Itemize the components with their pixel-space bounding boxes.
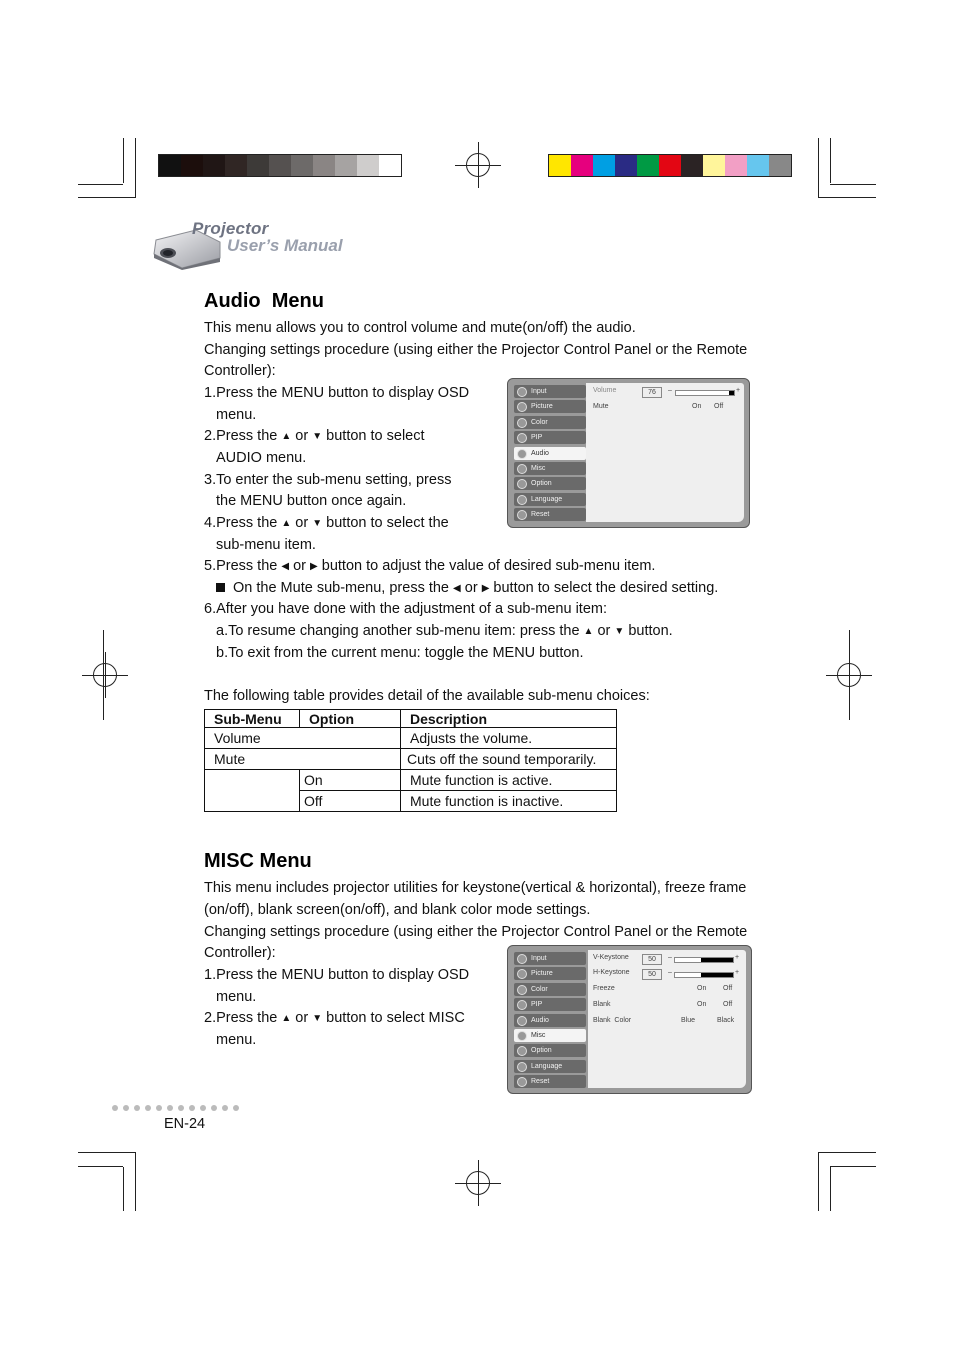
osd-volume-slider — [675, 390, 735, 396]
color-swatch — [703, 155, 725, 176]
misc-step-1-cont: menu. — [216, 989, 257, 1005]
menu-bullet-icon — [517, 954, 527, 964]
down-arrow-icon: ▼ — [312, 518, 323, 529]
table-row — [205, 728, 617, 749]
table-cell-empty — [205, 770, 300, 812]
audio-intro: This menu allows you to control volume and mute(on/off) the audio. — [204, 320, 636, 336]
table-row — [205, 749, 617, 770]
crop-mark — [818, 197, 876, 198]
osd-blankcolor-label: Blank Color — [593, 1017, 632, 1024]
osd-menu-item-input[interactable]: Input — [514, 952, 586, 965]
osd-volume-label: Volume — [593, 387, 617, 394]
crop-mark — [78, 197, 136, 198]
osd-menu-item-picture[interactable]: Picture — [514, 400, 586, 413]
osd-menu-item-language[interactable]: Language — [514, 1060, 586, 1073]
color-swatch — [247, 155, 269, 176]
crop-mark — [830, 1167, 831, 1211]
up-arrow-icon: ▲ — [281, 1013, 292, 1024]
audio-step-6b: b.To exit from the current menu: toggle the MENU button. — [216, 645, 584, 661]
color-swatch — [659, 155, 681, 176]
color-swatch — [291, 155, 313, 176]
crop-mark — [849, 630, 850, 720]
osd-freeze-label: Freeze — [593, 985, 615, 992]
logo-subtitle: User’s Manual — [227, 236, 343, 255]
crop-mark — [818, 1152, 819, 1211]
color-swatch — [181, 155, 203, 176]
osd-plus: + — [736, 387, 741, 394]
misc-step-2-cont: menu. — [216, 1032, 257, 1048]
audio-step-2-cont: AUDIO menu. — [216, 450, 307, 466]
color-swatch — [379, 155, 401, 176]
osd-vkeystone-fill — [701, 958, 733, 962]
grayscale-bar — [158, 154, 402, 177]
osd-menu-item-input[interactable]: Input — [514, 385, 586, 398]
menu-bullet-icon — [517, 479, 527, 489]
menu-bullet-icon — [517, 464, 527, 474]
menu-bullet-icon — [517, 1000, 527, 1010]
osd-menu-item-color[interactable]: Color — [514, 416, 586, 429]
osd-hkeystone-fill — [701, 973, 733, 977]
color-bar — [548, 154, 792, 177]
osd-freeze-off: Off — [723, 985, 733, 992]
table-header: Description — [401, 710, 617, 728]
right-arrow-icon: ▶ — [310, 561, 318, 572]
table-header-row — [205, 710, 617, 728]
osd-menu-item-reset[interactable]: Reset — [514, 1075, 586, 1088]
audio-step-1-cont: menu. — [216, 407, 257, 423]
table-cell: Mute — [205, 749, 401, 770]
audio-procedure-cont: Controller): — [204, 363, 276, 379]
right-arrow-icon: ▶ — [481, 583, 490, 594]
osd-freeze-on: On — [697, 985, 707, 992]
page-number: EN-24 — [164, 1116, 206, 1132]
audio-step-6: 6.After you have done with the adjustment of a sub-menu item: — [204, 601, 608, 617]
table-row — [205, 770, 617, 791]
osd-mute-off: Off — [714, 403, 724, 410]
crop-mark — [123, 1167, 124, 1211]
menu-bullet-icon — [517, 1077, 527, 1087]
osd-blank-label: Blank — [593, 1001, 611, 1008]
misc-osd-screenshot — [507, 945, 752, 1094]
osd-settings-panel — [586, 383, 744, 522]
osd-blank-off: Off — [723, 1001, 733, 1008]
menu-bullet-icon — [517, 969, 527, 979]
osd-menu-item-pip[interactable]: PIP — [514, 998, 586, 1011]
table-cell: Volume — [205, 728, 401, 749]
crop-mark — [135, 1152, 136, 1211]
crop-mark — [818, 138, 819, 198]
color-swatch — [313, 155, 335, 176]
table-cell: Mute function is inactive. — [401, 791, 617, 812]
menu-bullet-icon — [517, 433, 527, 443]
osd-vkeystone-label: V-Keystone — [593, 954, 629, 961]
footer-dots — [112, 1105, 239, 1111]
misc-step-1: 1.Press the MENU button to display OSD — [204, 967, 470, 983]
color-swatch — [225, 155, 247, 176]
color-swatch — [769, 155, 791, 176]
osd-vkeystone-slider — [674, 957, 734, 963]
audio-step-4-cont: sub-menu item. — [216, 537, 316, 553]
crop-mark — [818, 1152, 876, 1153]
misc-intro-cont: (on/off), blank screen(on/off), and blank color mode settings. — [204, 902, 591, 918]
registration-mark — [82, 652, 128, 698]
osd-hkeystone-slider — [674, 972, 734, 978]
osd-minus: – — [668, 969, 672, 976]
osd-menu-list — [514, 952, 586, 1091]
color-swatch — [637, 155, 659, 176]
table-cell: Cuts off the sound temporarily. — [401, 749, 617, 770]
menu-bullet-icon — [517, 402, 527, 412]
menu-bullet-icon — [517, 1031, 527, 1041]
down-arrow-icon: ▼ — [312, 1013, 323, 1024]
left-arrow-icon: ◀ — [281, 561, 290, 572]
crop-mark — [135, 138, 136, 198]
table-cell: Off — [300, 791, 401, 812]
osd-menu-list — [514, 385, 586, 524]
misc-step-2: 2.Press the ▲ or ▼ button to select MISC — [204, 1010, 465, 1026]
crop-mark — [78, 1152, 136, 1153]
osd-menu-item-misc[interactable]: Misc — [514, 462, 586, 475]
color-swatch — [203, 155, 225, 176]
color-swatch — [159, 155, 181, 176]
color-swatch — [357, 155, 379, 176]
audio-step-3: 3.To enter the sub-menu setting, press — [204, 472, 452, 488]
osd-menu-item-option[interactable]: Option — [514, 1044, 586, 1057]
osd-mute-label: Mute — [593, 403, 609, 410]
audio-menu-heading: Audio Menu — [204, 290, 324, 312]
osd-hkeystone-label: H-Keystone — [593, 969, 630, 976]
audio-osd-screenshot — [507, 378, 750, 528]
menu-bullet-icon — [517, 1016, 527, 1026]
osd-minus: – — [668, 387, 672, 394]
color-swatch — [615, 155, 637, 176]
osd-blank-on: On — [697, 1001, 707, 1008]
osd-mute-on: On — [692, 403, 702, 410]
menu-bullet-icon — [517, 449, 527, 459]
color-swatch — [681, 155, 703, 176]
audio-step-1: 1.Press the MENU button to display OSD — [204, 385, 470, 401]
misc-menu-heading: MISC Menu — [204, 850, 312, 872]
table-cell: Mute function is active. — [401, 770, 617, 791]
color-swatch — [747, 155, 769, 176]
crop-mark — [830, 184, 876, 185]
left-arrow-icon: ◀ — [453, 583, 461, 594]
color-swatch — [725, 155, 747, 176]
menu-bullet-icon — [517, 1046, 527, 1056]
color-swatch — [549, 155, 571, 176]
up-arrow-icon: ▲ — [281, 518, 292, 529]
osd-plus: + — [735, 954, 740, 961]
table-header: Sub-Menu — [205, 710, 300, 728]
down-arrow-icon: ▼ — [614, 626, 625, 637]
osd-settings-panel — [588, 950, 746, 1088]
osd-menu-item-picture[interactable]: Picture — [514, 967, 586, 980]
crop-mark — [830, 1166, 876, 1167]
audio-procedure: Changing settings procedure (using either the Projector Control Panel or the Remote — [204, 342, 748, 358]
misc-procedure: Changing settings procedure (using either the Projector Control Panel or the Remote — [204, 924, 748, 940]
osd-plus: + — [735, 969, 740, 976]
menu-bullet-icon — [517, 418, 527, 428]
osd-menu-item-audio[interactable]: Audio — [514, 447, 586, 460]
audio-step-2: 2.Press the ▲ or ▼ button to select — [204, 428, 425, 444]
audio-step-6a: a.To resume changing another sub-menu item: press the ▲ or ▼ button. — [216, 623, 673, 639]
audio-step-3-cont: the MENU button once again. — [216, 493, 407, 509]
registration-mark — [455, 1160, 501, 1206]
color-swatch — [335, 155, 357, 176]
crop-mark — [123, 138, 124, 183]
osd-menu-item-language[interactable]: Language — [514, 493, 586, 506]
crop-mark — [78, 1166, 123, 1167]
menu-bullet-icon — [517, 387, 527, 397]
crop-mark — [103, 630, 104, 720]
up-arrow-icon: ▲ — [583, 626, 594, 637]
osd-menu-item-color[interactable]: Color — [514, 983, 586, 996]
table-cell: On — [300, 770, 401, 791]
up-arrow-icon: ▲ — [281, 431, 292, 442]
osd-menu-item-reset[interactable]: Reset — [514, 508, 586, 521]
menu-bullet-icon — [517, 510, 527, 520]
menu-bullet-icon — [517, 495, 527, 505]
table-intro: The following table provides detail of the available sub-menu choices: — [204, 688, 650, 704]
osd-volume-value: 76 — [642, 387, 662, 398]
table-header: Option — [300, 710, 401, 728]
color-swatch — [593, 155, 615, 176]
osd-volume-fill — [729, 391, 734, 395]
audio-step-4: 4.Press the ▲ or ▼ button to select the — [204, 515, 449, 531]
square-bullet-icon — [216, 583, 225, 592]
registration-mark — [455, 142, 501, 188]
audio-mute-note: On the Mute sub-menu, press the ◀ or ▶ button to select the desired setting. — [216, 578, 718, 600]
osd-vkeystone-value: 50 — [642, 954, 662, 965]
crop-mark — [78, 184, 123, 185]
down-arrow-icon: ▼ — [312, 431, 323, 442]
osd-blankcolor-black: Black — [717, 1017, 735, 1024]
osd-hkeystone-value: 50 — [642, 969, 662, 980]
logo-title: Projector — [192, 219, 269, 238]
menu-bullet-icon — [517, 1062, 527, 1072]
color-swatch — [269, 155, 291, 176]
crop-mark — [830, 138, 831, 183]
misc-intro: This menu includes projector utilities for keystone(vertical & horizontal), freeze frame — [204, 880, 747, 896]
table-cell: Adjusts the volume. — [401, 728, 617, 749]
audio-submenu-table — [204, 709, 617, 812]
misc-procedure-cont: Controller): — [204, 945, 276, 961]
osd-blankcolor-blue: Blue — [681, 1017, 696, 1024]
color-swatch — [571, 155, 593, 176]
osd-menu-item-audio[interactable]: Audio — [514, 1014, 586, 1027]
osd-menu-item-pip[interactable]: PIP — [514, 431, 586, 444]
osd-menu-item-misc[interactable]: Misc — [514, 1029, 586, 1042]
menu-bullet-icon — [517, 985, 527, 995]
audio-step-5: 5.Press the ◀ or ▶ button to adjust the value of desired sub-menu item. — [204, 558, 656, 574]
osd-menu-item-option[interactable]: Option — [514, 477, 586, 490]
osd-minus: – — [668, 954, 672, 961]
